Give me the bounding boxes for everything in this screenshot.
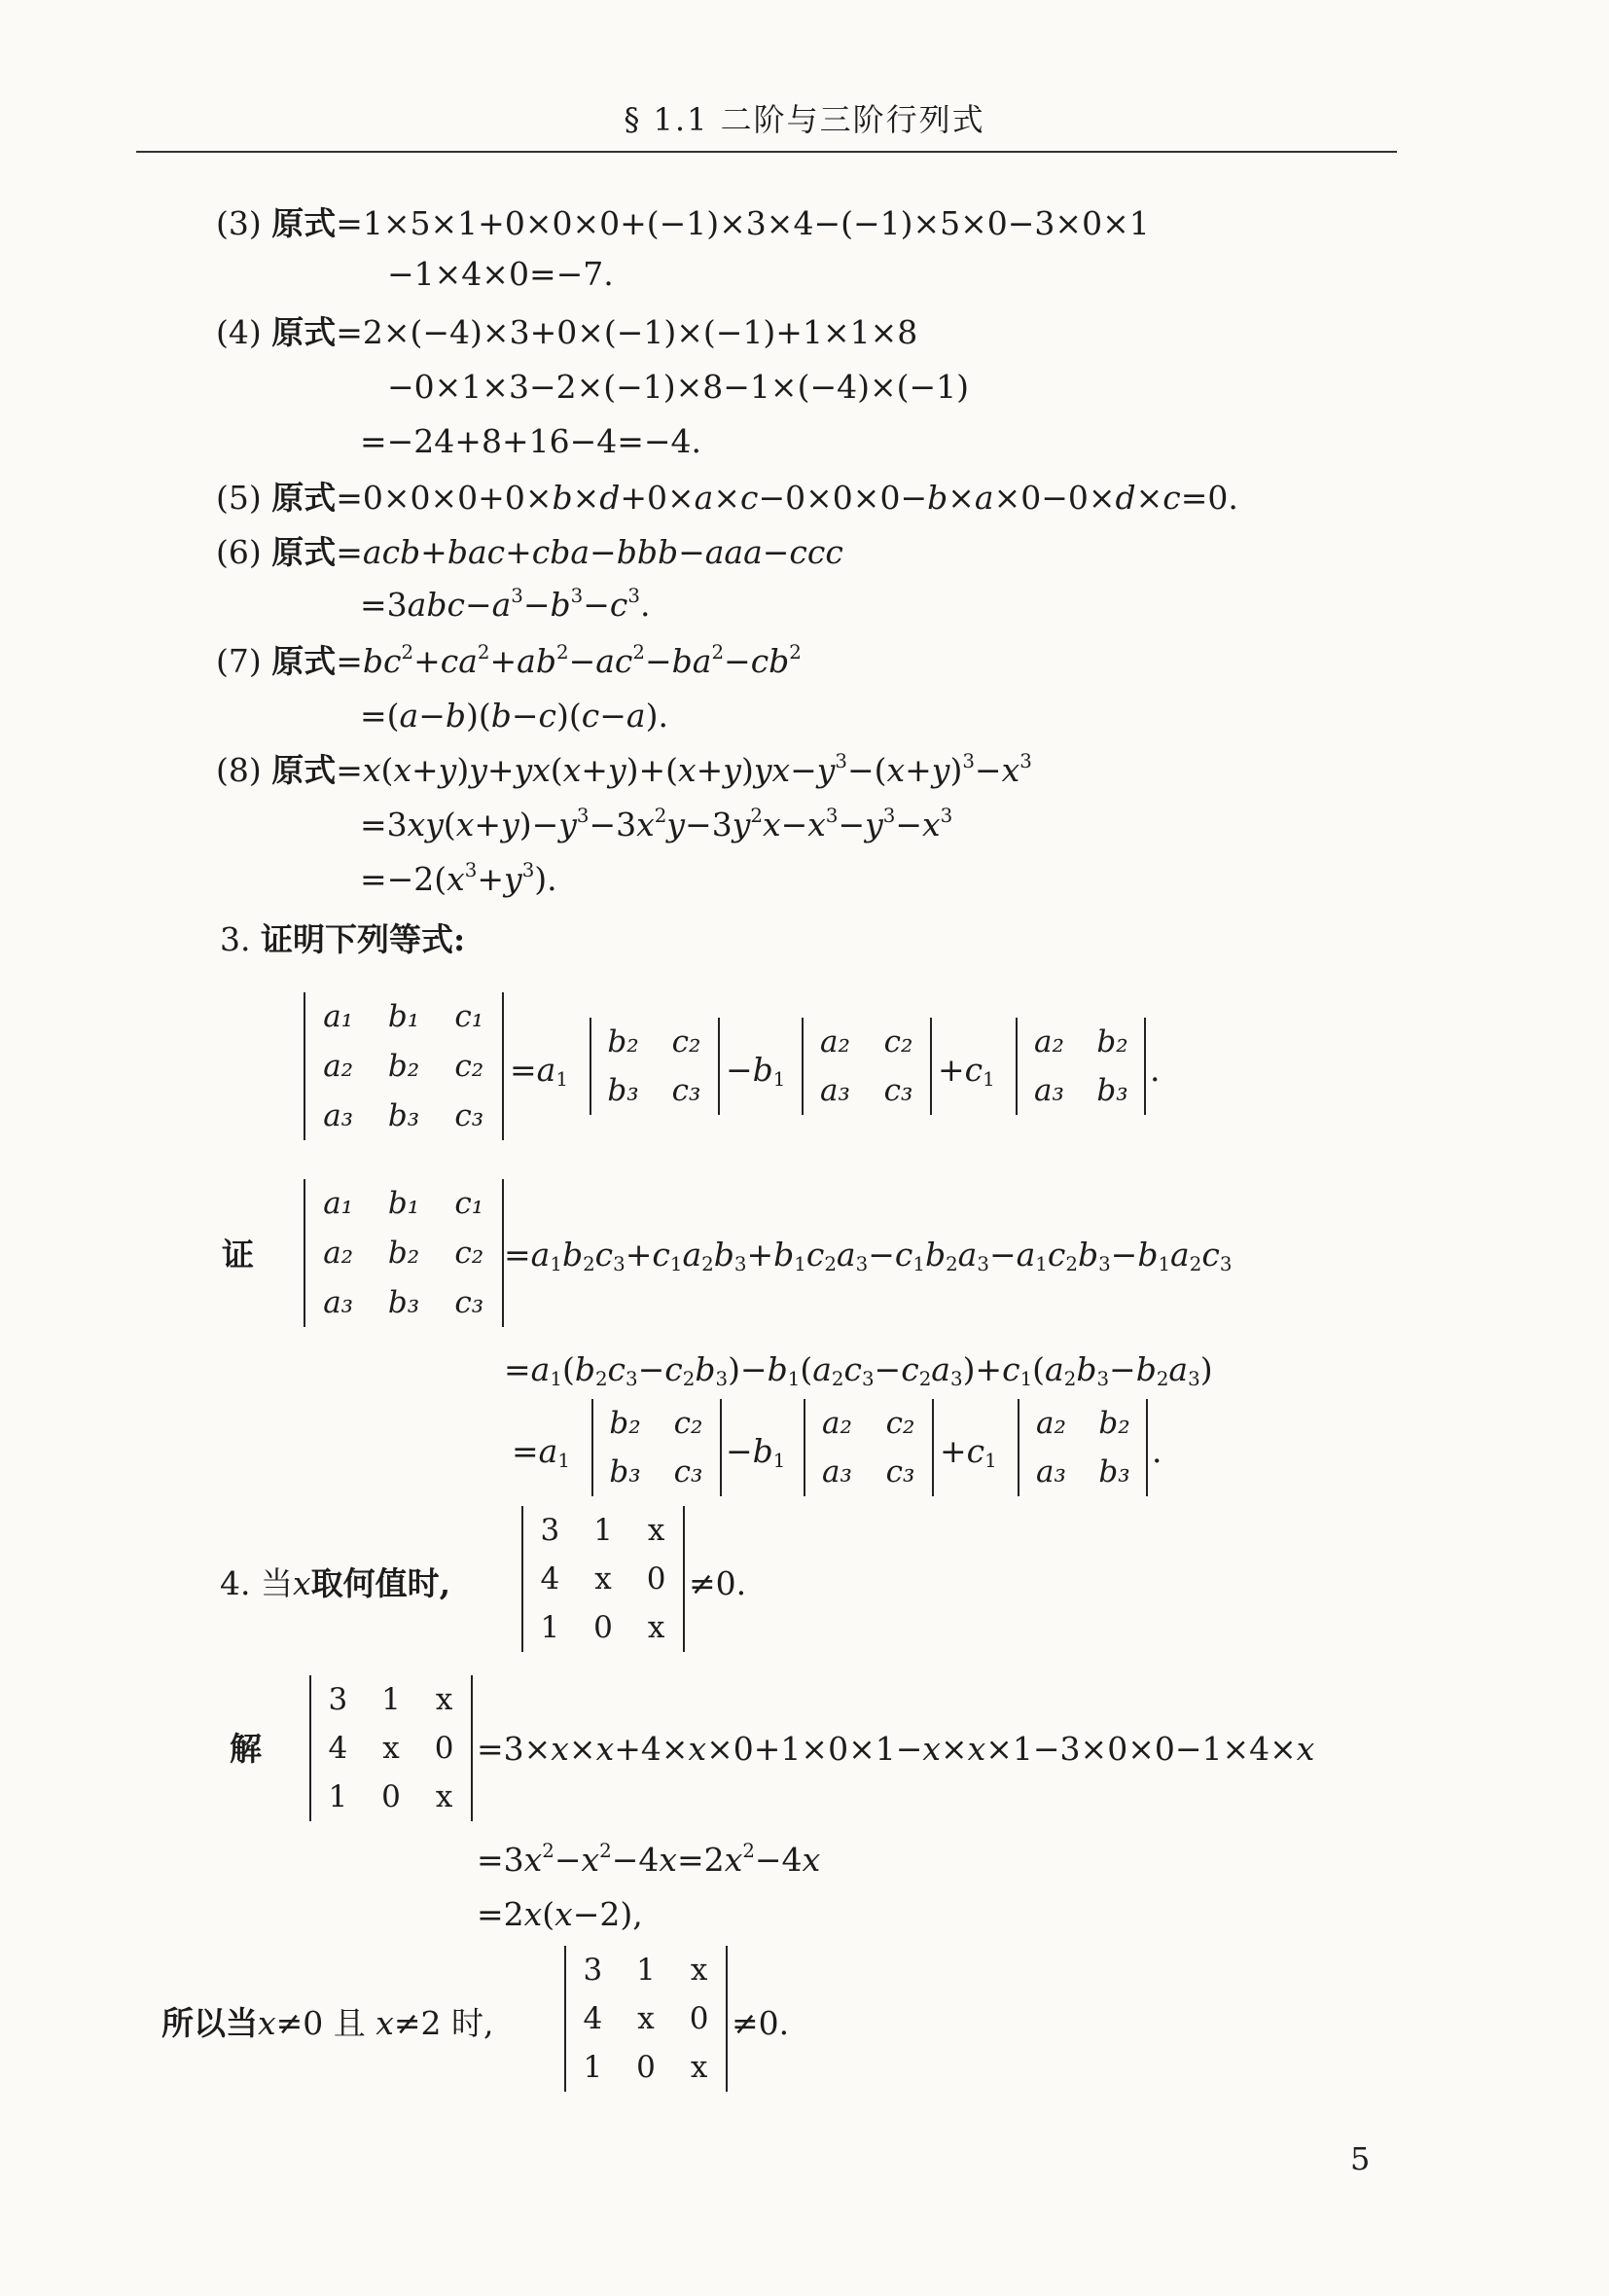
page-number: 5 <box>1350 2140 1371 2177</box>
matrix-cell: c₁ <box>454 999 484 1035</box>
matrix-cell: 3 <box>583 1953 603 1988</box>
matrix-cell: b₂ <box>609 1406 641 1441</box>
problem-3-heading: 3. 证明下列等式: <box>220 920 466 958</box>
solution-line-7b: =(a−b)(b−c)(c−a). <box>360 697 668 735</box>
problem-4-heading: 4. 当x取何值时, <box>220 1564 451 1602</box>
matrix-cell: 0 <box>689 2001 709 2036</box>
det2-ab-proof <box>1018 1399 1148 1496</box>
matrix-cell: c₃ <box>885 1454 915 1489</box>
matrix-cell: 1 <box>540 1610 560 1645</box>
solution-line-3: (3) 原式=1×5×1+0×0×0+(−1)×3×4−(−1)×5×0−3×0×1 <box>216 204 1150 242</box>
matrix-cell: c₂ <box>671 1024 701 1059</box>
matrix-cell: x <box>594 1561 612 1596</box>
problem-4-end: ≠0. <box>689 1564 747 1602</box>
eq-b1: $-b_1$ <box>726 1051 786 1091</box>
matrix-cell: 0 <box>636 2050 656 2085</box>
solution-line-4b: −0×1×3−2×(−1)×8−1×(−4)×(−1) <box>387 368 970 406</box>
eq-b1-proof: $-b_1$ <box>726 1432 786 1472</box>
eq-c1-proof: $+c_1$ <box>940 1432 997 1472</box>
solution-4-line-1: =3×x×x+4×x×0+1×0×1−x×x×1−3×0×0−1×4×x <box>477 1730 1315 1768</box>
matrix-cell: b₃ <box>607 1073 639 1108</box>
solution-line-6: (6) 原式=acb+bac+cba−bbb−aaa−ccc <box>216 533 843 571</box>
det2-bc-statement <box>590 1018 720 1115</box>
matrix-cell: a₁ <box>323 999 354 1035</box>
matrix-cell: b₂ <box>607 1024 639 1059</box>
matrix-cell: x <box>435 1682 453 1717</box>
matrix-cell: 1 <box>593 1513 613 1548</box>
matrix-cell: 4 <box>540 1561 560 1596</box>
matrix-cell: 1 <box>583 2050 603 2085</box>
matrix-cell: c₃ <box>673 1454 703 1489</box>
det2-bc-proof <box>591 1399 722 1496</box>
solution-line-4c: =−24+8+16−4=−4. <box>360 422 702 460</box>
eq-a1-proof: $=a_1$ <box>512 1432 570 1472</box>
matrix-cell: x <box>637 2001 655 2036</box>
matrix-cell: c₃ <box>671 1073 701 1108</box>
det2-ac-statement <box>802 1018 932 1115</box>
matrix-cell: 3 <box>328 1682 348 1717</box>
eq-c1: $+c_1$ <box>938 1051 995 1091</box>
det3-x-solution <box>309 1675 473 1821</box>
running-header: § 1.1 二阶与三阶行列式 <box>624 101 985 138</box>
matrix-cell: a₂ <box>822 1406 852 1441</box>
matrix-cell: 0 <box>646 1561 666 1596</box>
matrix-cell: x <box>690 1953 708 1988</box>
proof-line-2: $=a_1(b_2c_3-c_2b_3)-b_1(a_2c_3-c_2a_3)+c_1(a_2b_3-b_2a_3)$ <box>504 1350 1213 1390</box>
matrix-cell: b₃ <box>609 1454 641 1489</box>
solution-line-4: (4) 原式=2×(−4)×3+0×(−1)×(−1)+1×1×8 <box>216 313 918 351</box>
matrix-cell: b₁ <box>387 999 420 1035</box>
eq-a1: $=a_1$ <box>510 1051 568 1091</box>
solution-line-8c: $=-2(x^3+y^3)$. <box>360 859 557 898</box>
conclusion-text: 所以当x≠0 且 x≠2 时, <box>161 2004 494 2042</box>
matrix-cell: b₂ <box>387 1235 420 1271</box>
solution-line-6b: $=3abc-a^3-b^3-c^3$. <box>360 585 651 624</box>
matrix-cell: b₁ <box>387 1186 420 1222</box>
matrix-cell: 1 <box>636 1953 656 1988</box>
det2-ab-statement <box>1016 1018 1146 1115</box>
matrix-cell: a₃ <box>1036 1454 1066 1489</box>
matrix-cell: a₂ <box>323 1235 354 1271</box>
matrix-cell: a₁ <box>323 1186 354 1222</box>
det3-x-question <box>521 1506 685 1652</box>
matrix-cell: b₂ <box>1098 1406 1130 1441</box>
answer-label: 解 <box>230 1730 262 1768</box>
matrix-cell: a₃ <box>323 1097 354 1133</box>
matrix-cell: b₂ <box>1096 1024 1128 1059</box>
matrix-cell: b₃ <box>387 1097 420 1133</box>
matrix-cell: b₃ <box>1096 1073 1128 1108</box>
matrix-cell: x <box>647 1610 665 1645</box>
eq-period: . <box>1150 1051 1161 1089</box>
proof-label: 证 <box>222 1236 254 1274</box>
matrix-cell: c₃ <box>454 1097 484 1133</box>
matrix-cell: c₃ <box>883 1073 913 1108</box>
header-rule <box>136 151 1397 153</box>
matrix-cell: x <box>382 1731 400 1766</box>
eq-period-proof: . <box>1152 1432 1162 1470</box>
matrix-cell: 1 <box>381 1682 401 1717</box>
solution-line-8: (8) 原式$=x(x+y)y+yx(x+y)+(x+y)yx-y^3-(x+y)^3-x^3$ <box>216 750 1032 789</box>
matrix-cell: b₃ <box>387 1284 420 1320</box>
matrix-cell: a₃ <box>1034 1073 1064 1108</box>
solution-line-7: (7) 原式$=bc^2+ca^2+ab^2-ac^2-ba^2-cb^2$ <box>216 641 802 680</box>
matrix-cell: c₁ <box>454 1186 484 1222</box>
matrix-cell: 1 <box>328 1779 348 1814</box>
matrix-cell: b₂ <box>387 1048 420 1084</box>
matrix-cell: a₂ <box>820 1024 850 1059</box>
matrix-cell: x <box>435 1779 453 1814</box>
matrix-cell: a₃ <box>323 1284 354 1320</box>
matrix-cell: a₃ <box>820 1073 850 1108</box>
matrix-cell: c₃ <box>454 1284 484 1320</box>
matrix-cell: 0 <box>593 1610 613 1645</box>
matrix-cell: b₃ <box>1098 1454 1130 1489</box>
matrix-cell: 3 <box>540 1513 560 1548</box>
solution-4-line-2: $=3x^2-x^2-4x=2x^2-4x$ <box>477 1840 821 1879</box>
matrix-cell: c₂ <box>885 1406 915 1441</box>
matrix-cell: x <box>690 2050 708 2085</box>
matrix-cell: c₂ <box>454 1235 484 1271</box>
det3-proof <box>304 1179 504 1327</box>
matrix-cell: a₂ <box>1034 1024 1064 1059</box>
solution-4-line-3: =2x(x−2), <box>477 1895 643 1933</box>
matrix-cell: 0 <box>434 1731 454 1766</box>
matrix-cell: a₃ <box>822 1454 852 1489</box>
matrix-cell: 4 <box>583 2001 603 2036</box>
det3-statement <box>304 992 504 1140</box>
matrix-cell: 0 <box>381 1779 401 1814</box>
matrix-cell: a₂ <box>1036 1406 1066 1441</box>
proof-line-1: $=a_1b_2c_3+c_1a_2b_3+b_1c_2a_3-c_1b_2a_3-a_1c_2b_3-b_1a_2c_3$ <box>504 1236 1233 1275</box>
matrix-cell: x <box>647 1513 665 1548</box>
matrix-cell: c₂ <box>454 1048 484 1084</box>
solution-line-8b: $=3xy(x+y)-y^3-3x^2y-3y^2x-x^3-y^3-x^3$ <box>360 805 953 843</box>
solution-line-3b: −1×4×0=−7. <box>387 255 614 293</box>
conclusion-end: ≠0. <box>732 2004 790 2042</box>
matrix-cell: c₂ <box>883 1024 913 1059</box>
det2-ac-proof <box>804 1399 934 1496</box>
matrix-cell: 4 <box>328 1731 348 1766</box>
solution-line-5: (5) 原式=0×0×0+0×b×d+0×a×c−0×0×0−b×a×0−0×d×c=0. <box>216 479 1238 517</box>
det3-x-conclusion <box>564 1946 728 2092</box>
matrix-cell: c₂ <box>673 1406 703 1441</box>
matrix-cell: a₂ <box>323 1048 354 1084</box>
